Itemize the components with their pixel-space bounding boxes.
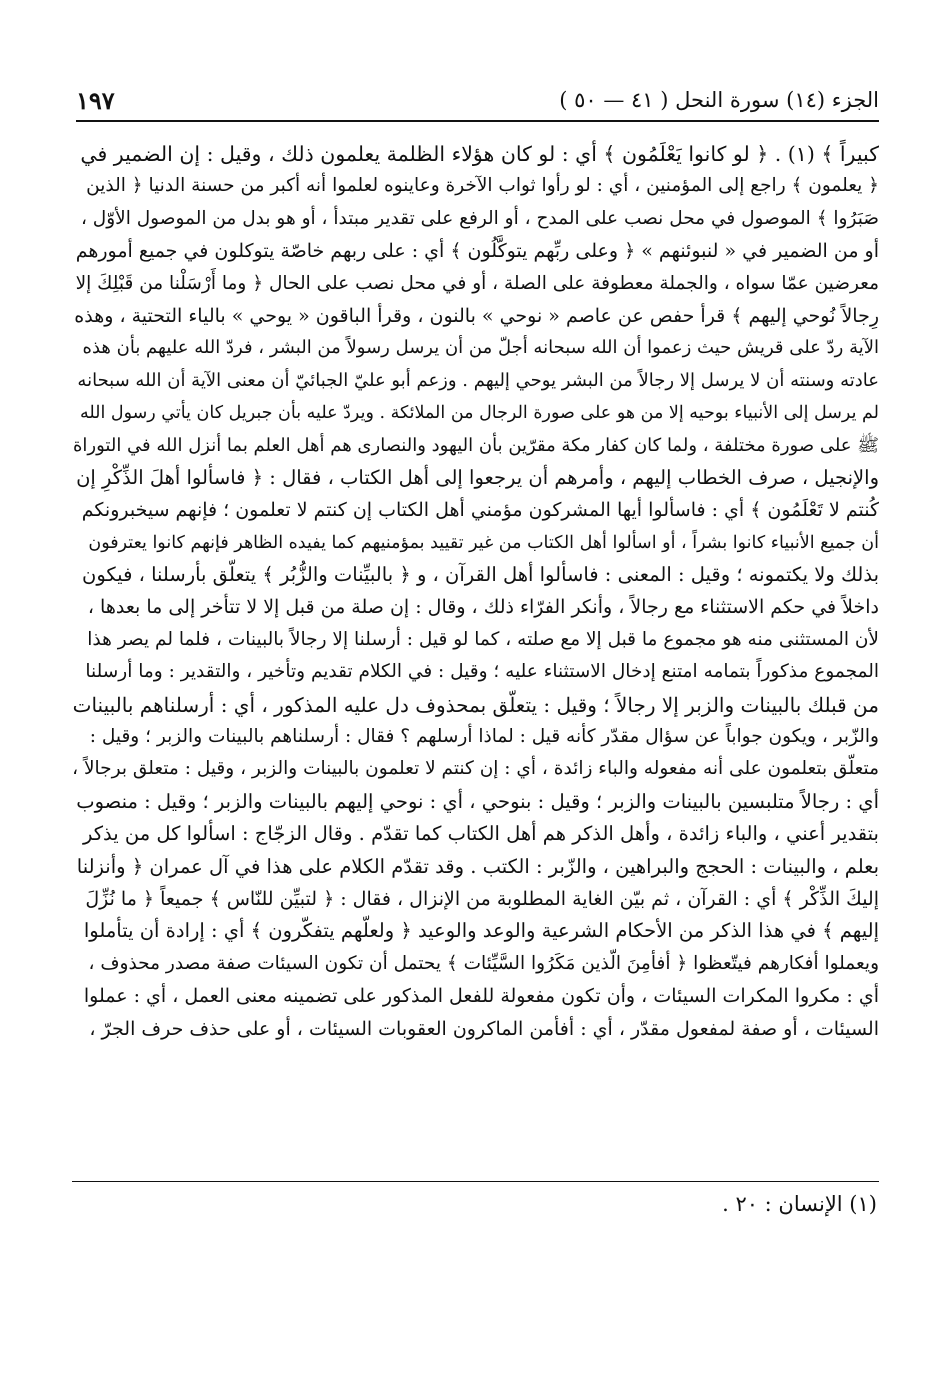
text-line: الآية ردّ على قريش حيث زعموا أن الله سبحانه أجلّ من أن يرسل رسولاً من البشر ، فردّ الله عليهم بأن هذه <box>82 337 879 359</box>
text-line: ﴿ يعلمون ﴾ راجع إلى المؤمنين ، أي : لو رأوا ثواب الآخرة وعاينوه لعلموا أنه أكبر من حسنة الدنيا ﴿ الذين <box>86 175 879 197</box>
text-line: متعلّق بتعلمون على أنه مفعوله والباء زائدة ، أي : إن كنتم لا تعلمون بالبينات والزبر ، وقيل : متعلق برجالاً ، <box>72 758 879 780</box>
text-line: لم يرسل إلى الأنبياء بوحيه إلا من هو على صورة الرجال من الملائكة . ويردّ عليه بأن جبريل كان يأتي رسول الله <box>79 403 879 424</box>
footnote-divider <box>72 1181 879 1182</box>
footnote: (١) الإنسان : ٢٠ . <box>722 1192 877 1216</box>
text-line: أن جميع الأنبياء كانوا بشراً ، أو اسألوا أهل الكتاب من غير تقييد بمؤمنيهم كما يفيده الظاهر فإنهم كانوا يعترفون <box>88 532 879 553</box>
text-line: ﷺ على صورة مختلفة ، ولما كان كفار مكة مقرّين بأن اليهود والنصارى هم أهل العلم بما أنزل الله في التوراة <box>72 434 879 456</box>
text-line: معرضين عمّا سواه ، والجملة معطوفة على الصلة ، أو في محل نصب على الحال ﴿ وما أَرْسَلْنا من قَبْلِكَ إلا <box>75 272 879 294</box>
text-line: بعلم ، والبينات : الحجج والبراهين ، والزّبر : الكتب . وقد تقدّم الكلام على هذا في آل عمران ﴿ وأنزلنا <box>76 854 879 878</box>
running-title: الجزء (١٤) سورة النحل ( ٤١ — ٥٠ ) <box>559 88 879 112</box>
text-line: بتقدير أعني ، والباء زائدة ، وأهل الذكر هم أهل الكتاب كما تقدّم . وقال الزجّاج : اسألوا كل من يذكر <box>83 822 879 846</box>
text-line: عادته وسنته أن لا يرسل إلا رجالاً من البشر يوحي إليهم . وزعم أبو عليّ الجبائيّ أن معنى الآية أن الله سبحانه <box>77 369 879 391</box>
text-line: بذلك ولا يكتمونه ؛ وقيل : المعنى : فاسألوا أهل القرآن ، و ﴿ بالبيِّنات والزُّبُر ﴾ يتعلّق بأرسلنا ، فيكون <box>82 563 879 587</box>
body-text <box>72 138 879 1045</box>
text-line: السيئات ، أو صفة لمفعول مقدّر ، أي : أفأمن الماكرون العقوبات السيئات ، أو على حذف حرف الجرّ ، <box>89 1017 879 1040</box>
text-line: أي : رجالاً متلبسين بالبينات والزبر ؛ وقيل : بنوحي ، أي : نوحي إليهم بالبينات والزبر ؛ وقيل : منصوب <box>76 789 879 813</box>
text-line: كُنتم لا تَعْلَمُون ﴾ أي : فاسألوا أيها المشركون مؤمني أهل الكتاب إن كنتم لا تعلمون ؛ فإنهم سيخبرونكم <box>81 499 879 522</box>
page-header <box>76 86 879 120</box>
text-line: المجموع مذكوراً بتمامه امتنع إدخال الاستثناء عليه ؛ وقيل : في الكلام تقديم وتأخير ، والتقدير : وما أرسلنا <box>85 661 879 683</box>
text-line: والإنجيل ، صرف الخطاب إليهم ، وأمرهم أن يرجعوا إلى أهل الكتاب ، فقال : ﴿ فاسألوا أهلَ الذِّكْرِ إن <box>76 465 879 489</box>
text-line: أو من الضمير في « لنبوئنهم » ﴿ وعلى ربِّهم يتوكَّلُون ﴾ أي : على ربهم خاصّة يتوكلون في جميع أمورهم <box>75 240 879 263</box>
text-line: صَبَرُوا ﴾ الموصول في محل نصب على المدح ، أو الرفع على تقدير مبتدأ ، أو هو بدل من الموصول الأوّل ، <box>80 207 879 229</box>
text-line: ويعملوا أفكارهم فيتّعظوا ﴿ أفأمِنَ الّذين مَكَرُوا السَّيِّئات ﴾ يحتمل أن تكون السيئات صفة مصدر محذوف ، <box>88 952 879 974</box>
text-line: من قبلك بالبينات والزبر إلا رجالاً ؛ وقيل : يتعلّق بمحذوف دل عليه المذكور ، أي : أرسلناهم بالبينات <box>72 692 879 717</box>
text-line: داخلاً في حكم الاستثناء مع رجالاً ، وأنكر الفرّاء ذلك ، وقال : إن صلة من قبل إلا لا تتأخر إلى ما بعدها ، <box>87 596 879 619</box>
text-line: رِجالاً نُوحي إليهم ﴾ قرأ حفص عن عاصم « نوحي » بالنون ، وقرأ الباقون « يوحي » بالياء التحتية ، وهذه <box>74 304 879 327</box>
text-line: إليكَ الذِّكْر ﴾ أي : القرآن ، ثم بيّن الغاية المطلوبة من الإنزال ، فقال : ﴿ لتبيِّن للنّاس ﴾ جميعاً ﴿ ما نُزِّلَ <box>85 887 879 910</box>
text-line: كبيراً ﴾ (١) . ﴿ لو كانوا يَعْلَمُون ﴾ أي : لو كان هؤلاء الظلمة يعلمون ذلك ، وقيل : إن الضمير في <box>80 142 879 166</box>
text-line: إليهم ﴾ في هذا الذكر من الأحكام الشرعية والوعد والوعيد ﴿ ولعلّهم يتفكّرون ﴾ أي : إرادة أن يتأملوا <box>83 919 879 943</box>
header-divider <box>76 120 879 122</box>
text-line: أي : مكروا المكرات السيئات ، وأن تكون مفعولة للفعل المذكور على تضمينه معنى العمل ، أي : عملوا <box>83 985 879 1008</box>
text-line: والزّبر ، ويكون جواباً عن سؤال مقدّر كأنه قيل : لماذا أرسلهم ؟ فقال : أرسلناهم بالبينات والزبر ؛ وقيل : <box>89 726 879 748</box>
text-line: لأن المستثنى منه هو مجموع ما قبل إلا مع صلته ، كما لو قيل : أرسلنا إلا رجالاً بالبينات ، فلما لم يصر هذا <box>87 628 879 650</box>
page-number: ١٩٧ <box>76 86 115 115</box>
